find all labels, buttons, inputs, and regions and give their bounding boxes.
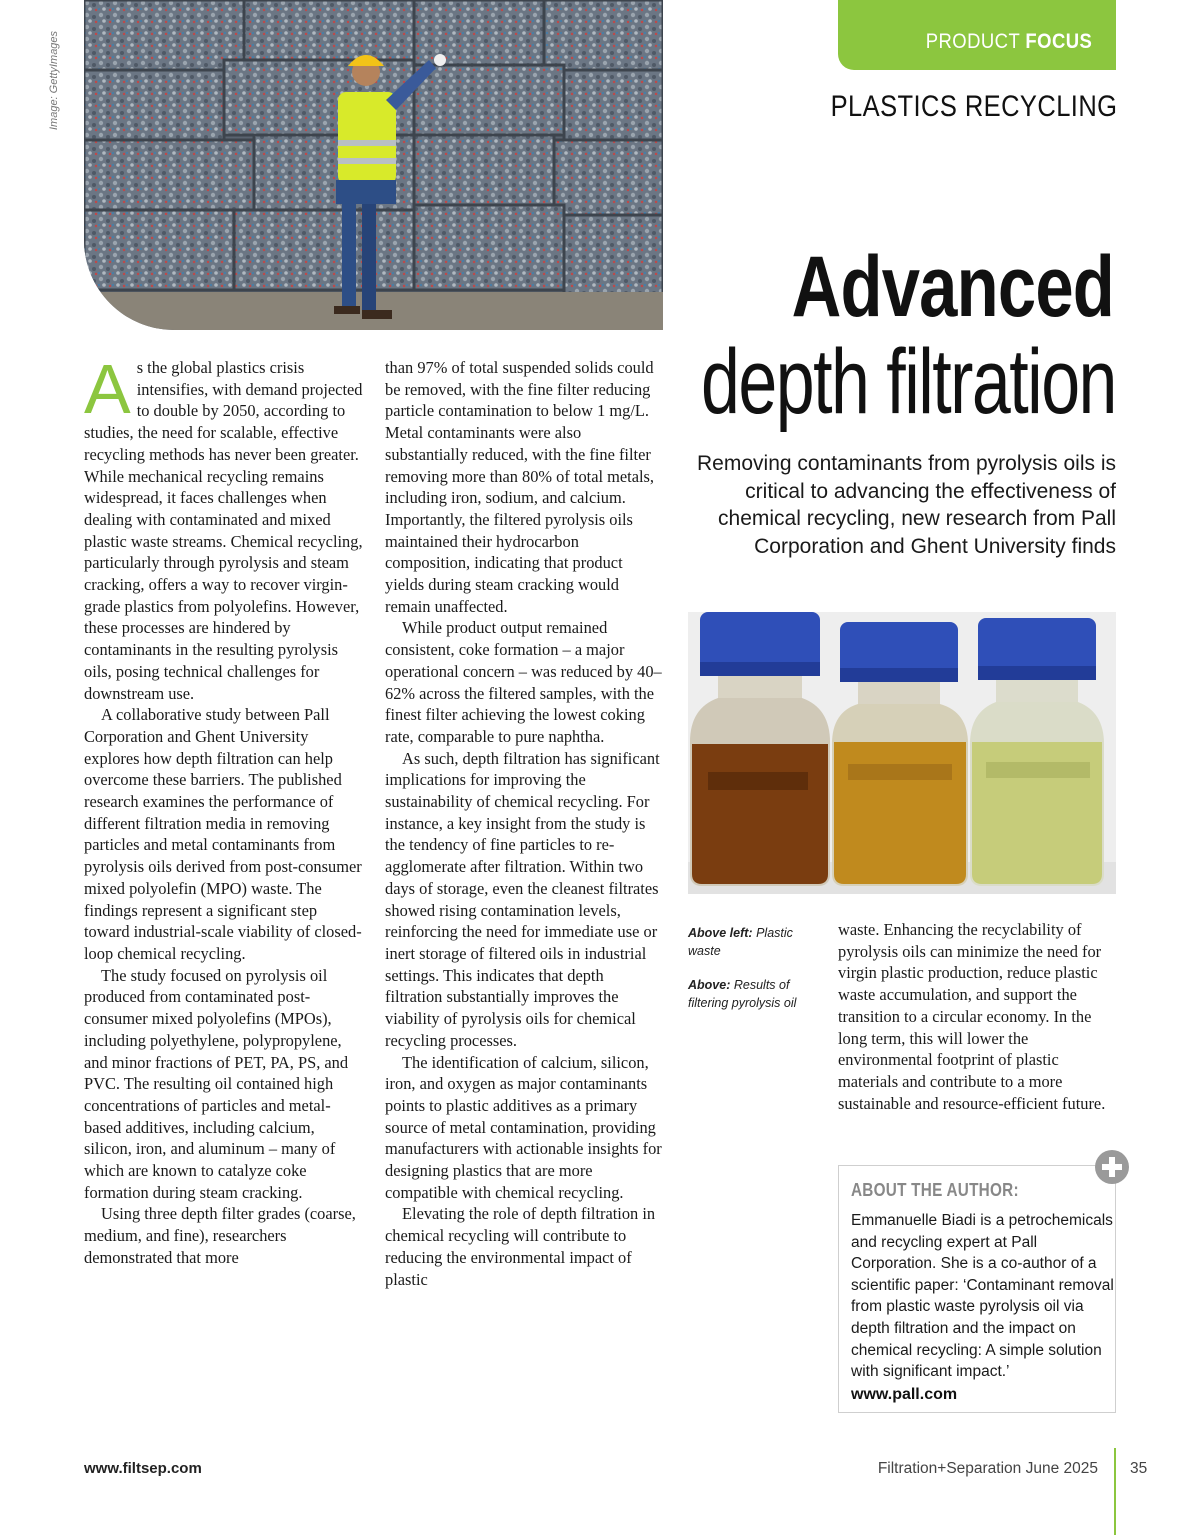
body-column-2 <box>385 357 665 1290</box>
body-paragraph: than 97% of total suspended solids could be removed, with the fine filter reducing particle contamination to below 1 mg/L. Metal contaminants were also substantially reduced, with the fine filter removing more than 80% of total metals, including iron, sodium, and calcium. Importantly, the filtered pyrolysis oils maintained their hydrocarbon composition, indicating that product yields during steam cracking would remain unaffected. <box>385 358 655 616</box>
plus-icon <box>1094 1149 1130 1185</box>
photo-captions <box>688 924 818 1028</box>
about-author-text: Emmanuelle Biadi is a petrochemicals and recycling expert at Pall Corporation. She is a co-author of a scientific paper: ‘Contaminant removal from plastic waste pyrolysis oil via depth filtration and the impact on chemical recycling: A simple solution with significant impact.’ <box>851 1212 1114 1381</box>
body-paragraph: Elevating the role of depth filtration in chemical recycling will contribute to reducing the environmental impact of plastic <box>385 1204 656 1289</box>
body-column-3 <box>838 919 1120 1114</box>
about-author-heading: ABOUT THE AUTHOR: <box>851 1180 1019 1200</box>
body-paragraph: The study focused on pyrolysis oil produced from contaminated post-consumer mixed polyolefins (MPOs), including polyethylene, polypropylene, and minor fractions of PET, PA, PS, and PVC. The resulting oil contained high concentrations of particles and metal-based additives, including calcium, silicon, iron, and aluminum – many of which are known to catalyze coke formation during steam cracking. <box>84 965 349 1202</box>
body-paragraph: waste. Enhancing the recyclability of pyrolysis oils can minimize the need for virgin plastic production, reduce plastic waste accumulation, and support the transition to a circular economy. In the long term, this will lower the environmental footprint of plastic materials and contribute to a more sustainable and resource-efficient future. <box>838 920 1106 1113</box>
footer-divider <box>1114 1448 1116 1535</box>
body-paragraph: The identification of calcium, silicon, iron, and oxygen as major contaminants points to plastic additives as a primary source of metal contamination, providing manufacturers with actionable insights for designing plastics that are more compatible with chemical recycling. <box>385 1052 662 1202</box>
body-column-1 <box>84 350 364 1269</box>
body-paragraph: As the global plastics crisis intensifies, with demand projected to double by 2050, according to studies, the need for scalable, effective recycling methods has never been greater. While mechanical recycling remains widespread, it faces challenges when dealing with contaminated and mixed plastic waste streams. Chemical recycling, particularly through pyrolysis and steam cracking, offers a way to recover virgin-grade plastics from polyolefins. However, these processes are hindered by contaminants in the resulting pyrolysis oils, posing technical challenges for downstream use. <box>84 350 363 703</box>
section-tab-label: PRODUCT FOCUS <box>925 30 1092 53</box>
headline-line-2: depth filtration <box>701 331 1116 433</box>
caption-above: Above: Results of filtering pyrolysis oil <box>688 978 797 1010</box>
body-paragraph: A collaborative study between Pall Corporation and Ghent University explores how depth filtration can help overcome these barriers. The published research examines the performance of different filtration media in removing particles and metal contaminants from pyrolysis oils derived from post-consumer mixed polyolefin (MPO) waste. The findings represent a significant step toward industrial-scale viability of closed-loop chemical recycling. <box>84 705 362 963</box>
footer-publication: Filtration+Separation June 2025 <box>877 1460 1098 1477</box>
tab-edge-rule <box>1114 0 1200 70</box>
caption-above-left: Above left: Plastic waste <box>688 926 793 958</box>
body-paragraph: Using three depth filter grades (coarse, medium, and fine), researchers demonstrated that more <box>84 1204 356 1267</box>
footer-website: www.filtsep.com <box>84 1460 202 1477</box>
page-number: 35 <box>1130 1460 1148 1477</box>
about-author-box <box>838 1165 1116 1413</box>
headline-line-1: Advanced <box>791 239 1114 335</box>
author-website-link[interactable]: www.pall.com <box>851 1386 958 1403</box>
plastic-waste-photo <box>84 0 663 330</box>
standfirst: Removing contaminants from pyrolysis oils is critical to advancing the effectiveness of chemical recycling, new research from Pall Corporation and Ghent University finds <box>697 452 1116 558</box>
drop-cap: A <box>84 350 131 428</box>
body-paragraph: While product output remained consistent, coke formation – a major operational concern – was reduced by 40–62% across the filtered samples, with the finest filter achieving the lowest coking rate, comparable to pure naphtha. <box>385 618 662 746</box>
section-tab <box>838 0 1114 70</box>
photo-credit: Image: GettyImages <box>48 30 60 130</box>
section-title: PLASTICS RECYCLING <box>830 90 1117 123</box>
body-paragraph: As such, depth filtration has significant implications for improving the sustainability of chemical recycling. For instance, a key insight from the study is the tendency of fine particles to re-agglomerate after filtration. Within two days of storage, even the cleanest filtrates showed rising contamination levels, reinforcing the need for immediate use or inert storage of filtered oils in industrial settings. This indicates that depth filtration substantially improves the viability of pyrolysis oils for chemical recycling processes. <box>385 748 660 1050</box>
pyrolysis-oil-bottles-photo <box>688 612 1116 894</box>
